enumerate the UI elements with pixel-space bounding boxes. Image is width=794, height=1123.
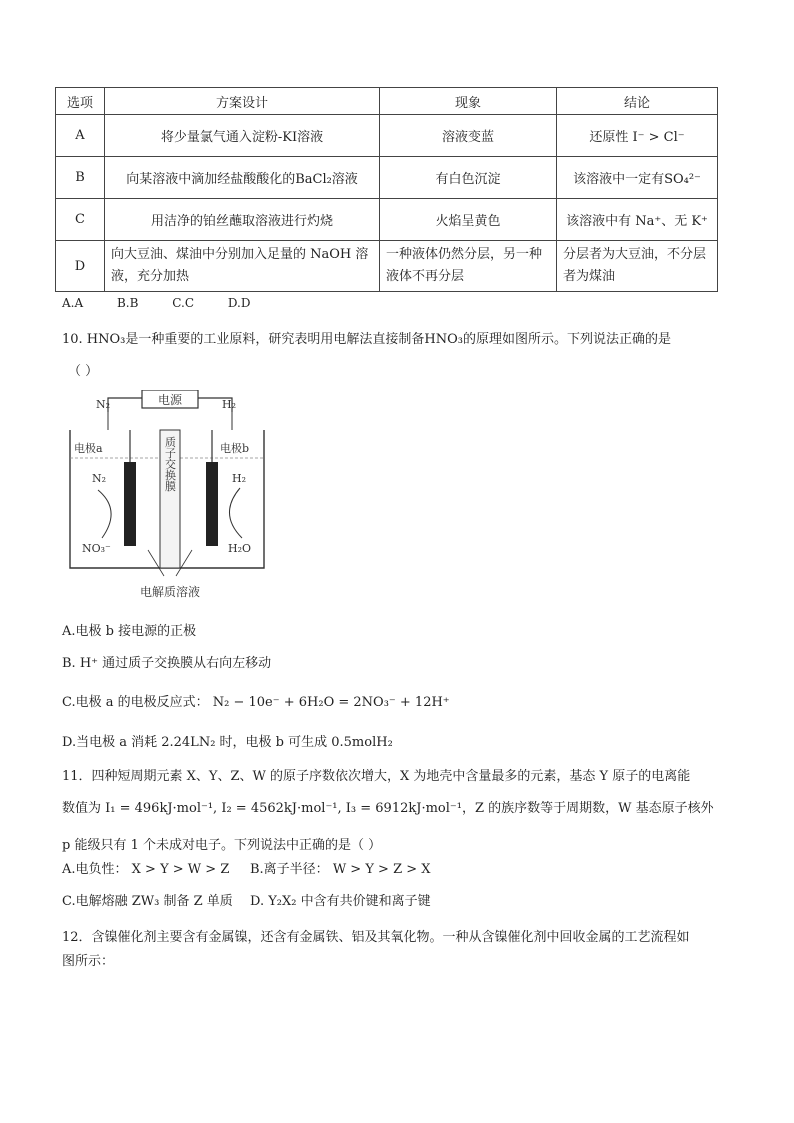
q10-stem-line-1: 10. HNO₃是一种重要的工业原料，研究表明用电解法直接制备HNO₃的原理如图所示。下列说法正确的是: [62, 332, 671, 347]
header-phenomenon: 现象: [380, 88, 557, 115]
row-design: 将少量氯气通入淀粉-KI溶液: [105, 115, 380, 157]
q11-option-b: B.离子半径： W > Y > Z > X: [250, 862, 431, 877]
q12-stem-line-2: 图所示：: [62, 954, 115, 969]
row-conclusion: 还原性 I⁻ > Cl⁻: [557, 115, 718, 157]
h2o-label: H₂O: [228, 542, 252, 555]
option-b: B.B: [116, 296, 139, 310]
row-option: A: [56, 115, 105, 157]
header-design: 方案设计: [105, 88, 380, 115]
row-phenomenon: 有白色沉淀: [380, 157, 557, 199]
header-option: 选项: [56, 88, 105, 115]
row-design: 向大豆油、煤油中分别加入足量的 NaOH 溶液，充分加热: [105, 241, 380, 292]
table-row: [56, 157, 718, 199]
h2-out-label: H₂: [232, 472, 247, 485]
q10-option-c: C.电极 a 的电极反应式： N₂ − 10e⁻ + 6H₂O = 2NO₃⁻ + 12H⁺: [62, 695, 450, 710]
row-option: C: [56, 199, 105, 241]
no3-label: NO₃⁻: [82, 542, 111, 555]
power-label: 电源: [157, 393, 183, 407]
q11-stem-line-3: p 能级只有 1 个未成对电子。下列说法中正确的是（ ）: [62, 838, 382, 853]
row-phenomenon: 火焰呈黄色: [380, 199, 557, 241]
table-row: [56, 199, 718, 241]
n2-top-label: N₂: [96, 398, 111, 411]
electrode-a-label: 电极a: [74, 442, 103, 455]
row-option: B: [56, 157, 105, 199]
electrolyte-label: 电解质溶液: [139, 585, 201, 599]
option-d: D.D: [227, 296, 251, 310]
q11-stem-line-1: 11．四种短周期元素 X、Y、Z、W 的原子序数依次增大，X 为地壳中含量最多的元素，基态 Y 原子的电离能: [62, 769, 691, 784]
q11-option-d: D. Y₂X₂ 中含有共价键和离子键: [250, 894, 431, 909]
row-option: D: [56, 241, 105, 292]
q12-stem-line-1: 12．含镍催化剂主要含有金属镍，还含有金属铁、铝及其氧化物。一种从含镍催化剂中回收金属的工艺流程如: [62, 930, 690, 945]
row-design: 用洁净的铂丝蘸取溶液进行灼烧: [105, 199, 380, 241]
n2-in-label: N₂: [92, 472, 107, 485]
h2-top-label: H₂: [222, 398, 237, 411]
q11-option-a: A.电负性： X > Y > W > Z: [62, 862, 230, 877]
row-conclusion: 该溶液中一定有SO₄²⁻: [557, 157, 718, 199]
question-9-table: [55, 87, 718, 292]
table-header-row: [56, 88, 718, 115]
table-row: [56, 115, 718, 157]
option-c: C.C: [172, 296, 195, 310]
row-conclusion: 该溶液中有 Na⁺、无 K⁺: [557, 199, 718, 241]
q11-option-c: C.电解熔融 ZW₃ 制备 Z 单质: [62, 894, 233, 909]
row-design: 向某溶液中滴加经盐酸酸化的BaCl₂溶液: [105, 157, 380, 199]
q10-stem-line-2: （ ）: [68, 364, 99, 379]
q11-stem-line-2: 数值为 I₁ = 496kJ·mol⁻¹, I₂ = 4562kJ·mol⁻¹, I₃ = 6912kJ·mol⁻¹，Z 的族序数等于周期数，W 基态原子核外: [62, 801, 714, 816]
option-a: A.A: [62, 296, 84, 310]
q10-option-a: A.电极 b 接电源的正极: [62, 624, 197, 639]
question-9-options: [62, 296, 280, 310]
q10-option-b: B. H⁺ 通过质子交换膜从右向左移动: [62, 656, 272, 671]
row-phenomenon: 溶液变蓝: [380, 115, 557, 157]
electrode-b-label: 电极b: [220, 442, 250, 455]
electrolysis-diagram: [64, 390, 274, 605]
table-row: [56, 241, 718, 292]
membrane-label: 质子交换膜: [163, 436, 177, 492]
row-phenomenon: 一种液体仍然分层，另一种液体不再分层: [380, 241, 557, 292]
row-conclusion: 分层者为大豆油，不分层者为煤油: [557, 241, 718, 292]
q10-option-d: D.当电极 a 消耗 2.24LN₂ 时，电极 b 可生成 0.5molH₂: [62, 735, 393, 750]
header-conclusion: 结论: [557, 88, 718, 115]
